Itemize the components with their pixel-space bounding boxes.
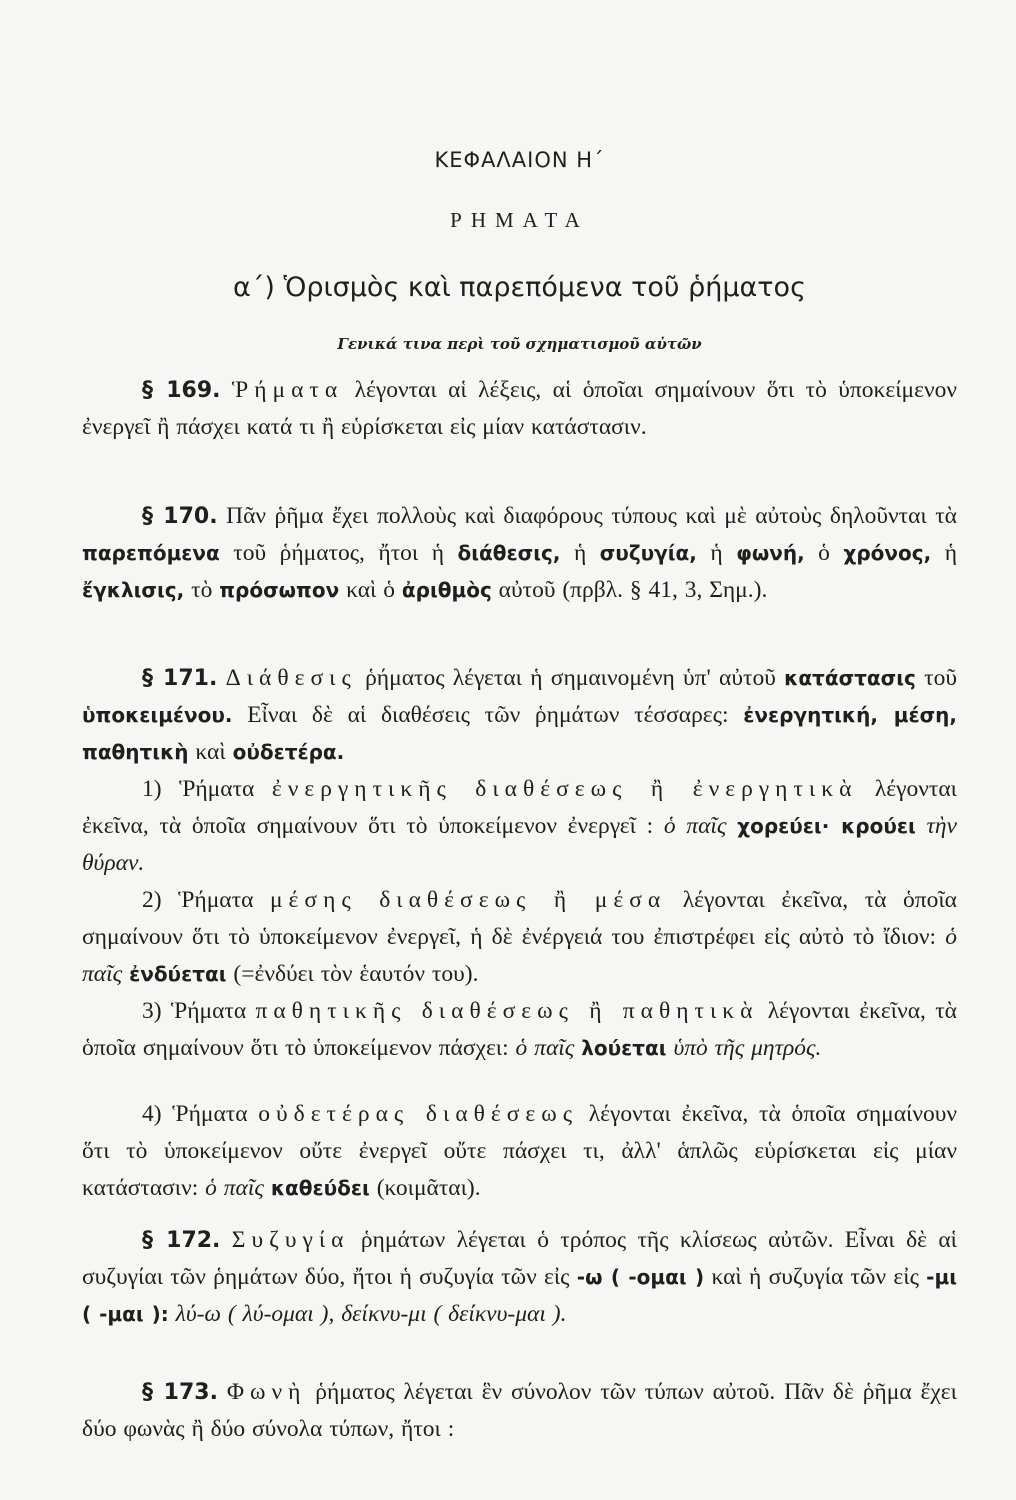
term: Ῥήματα: [231, 377, 344, 403]
term: παρεπόμενα: [82, 541, 220, 565]
text: λέγονται ἐκεῖνα, τὰ ὁποῖα σημαίνουν ὅτι τὸ ὑποκείμενον ἐνεργεῖ, ἡ δὲ ἐνέργειά του ἐπιστρέφει εἰς αὐτὸ τὸ ἴδιον:: [82, 887, 957, 950]
term: -ω ( -ομαι ): [576, 1265, 705, 1289]
text: ῥημάτων λέγεται ὁ τρόπος τῆς κλίσεως αὐτῶν. Εἶναι δὲ αἱ συζυγίαι τῶν ῥημάτων δύο, ἤτοι ἡ συζυγία τῶν εἰς: [82, 1227, 958, 1290]
text: (κοιμᾶται).: [369, 1175, 481, 1201]
text: τοῦ: [915, 665, 957, 691]
list-item-middle: [82, 882, 957, 993]
term: ἐνεργητικῆς διαθέσεως ἢ ἐνεργητικὰ: [271, 776, 858, 802]
term: διάθεσις,: [457, 541, 561, 565]
paragraph-172: [82, 1222, 957, 1333]
term: οὐδετέρα.: [232, 740, 345, 764]
section-number: § 169.: [142, 378, 221, 403]
section-number: § 173.: [142, 1380, 218, 1405]
section-number: § 171.: [142, 666, 218, 691]
text: Πᾶν ῥῆμα ἔχει πολλοὺς καὶ διαφόρους τύπους καὶ μὲ αὐτοὺς δηλοῦνται τὰ: [217, 503, 957, 529]
text: ὁ: [804, 540, 844, 566]
text: λέγονται ἐκεῖνα, τὰ ὁποῖα σημαίνουν ὅτι τὸ ὑποκείμενον πάσχει:: [82, 998, 957, 1061]
paragraph-170: [82, 498, 957, 609]
term: πρόσωπον: [219, 578, 340, 602]
text: καὶ ἡ συζυγία τῶν εἰς: [704, 1264, 927, 1290]
example: ὁ παῖς: [663, 813, 738, 839]
term: Διάθεσις: [225, 665, 357, 691]
text: αὐτοῦ (πρβλ. § 41, 3, Σημ.).: [491, 577, 768, 603]
paragraph-text: λέγονται αἱ λέξεις, αἱ ὁποῖαι σημαίνουν ὅτι τὸ ὑποκείμενον ἐνεργεῖ ἢ πάσχει κατά τι ἢ εὑρίσκεται εἰς μίαν κατάστασιν.: [82, 377, 957, 440]
item-lead: 1) Ῥήματα: [142, 776, 272, 802]
item-lead: 4) Ῥήματα: [142, 1101, 259, 1127]
term: Φωνὴ: [226, 1379, 307, 1405]
term: συζυγία,: [599, 541, 697, 565]
paragraph-text: ῥήματος λέγεται ἓν σύνολον τῶν τύπων αὐτοῦ. Πᾶν δὲ ῥῆμα ἔχει δύο φωνὰς ἢ δύο σύνολα τύπων, ἤτοι :: [82, 1379, 957, 1442]
text: λέγονται ἐκεῖνα, τὰ ὁποῖα σημαίνουν ὅτι τὸ ὑποκείμενον ἐνεργεῖ :: [82, 776, 958, 839]
text: καὶ ὁ: [339, 577, 402, 603]
text: Εἶναι δὲ αἱ διαθέσεις τῶν ῥημάτων τέσσαρες:: [232, 702, 744, 728]
text: τοῦ ῥήματος, ἤτοι ἡ: [219, 540, 458, 566]
text: ἡ: [560, 540, 600, 566]
example: ὁ παῖς: [82, 924, 957, 987]
term: παθητικῆς διαθέσεως ἢ παθητικὰ: [255, 998, 759, 1024]
text: καὶ: [188, 739, 233, 765]
text: ἡ: [931, 540, 957, 566]
section-number: § 170.: [142, 504, 218, 529]
example-verb: ἐνδύεται: [129, 962, 227, 986]
example-verb: χορεύει· κρούει: [737, 814, 916, 838]
term: οὐδετέρας διαθέσεως: [258, 1101, 579, 1127]
item-lead: 2) Ῥήματα: [142, 887, 270, 913]
paragraph-169: [82, 372, 957, 446]
term: ἀριθμὸς: [401, 578, 492, 602]
example: ὁ παῖς: [515, 1035, 582, 1061]
term: -μι ( -μαι ):: [82, 1265, 957, 1326]
term: ἐνεργητική, μέση, παθητικὴ: [82, 703, 957, 764]
example: λύ-ω ( λύ-ομαι ), δείκνυ-μι ( δείκνυ-μαι ).: [168, 1301, 567, 1327]
term: ἔγκλισις,: [82, 578, 185, 602]
section-heading: α΄) Ὁρισμὸς καὶ παρεπόμενα τοῦ ῥήματος: [233, 272, 806, 303]
chapter-heading: ΚΕΦΑΛΑΙΟΝ Η΄: [434, 148, 605, 172]
term: μέσης διαθέσεως ἢ μέσα: [269, 887, 667, 913]
paragraph-173: [82, 1374, 957, 1448]
example: ὁ παῖς: [205, 1175, 271, 1201]
section-number: § 172.: [142, 1228, 221, 1253]
item-lead: 3) Ῥήματα: [142, 998, 256, 1024]
text: ἡ: [696, 540, 737, 566]
list-item-neuter: [82, 1096, 957, 1207]
term: φωνή,: [736, 541, 805, 565]
example-verb: καθεύδει: [270, 1176, 370, 1200]
text: λέγονται ἐκεῖνα, τὰ ὁποῖα σημαίνουν ὅτι τὸ ὑποκείμενον οὔτε ἐνεργεῖ οὔτε πάσχει τι, ἀλλ' ἁπλῶς εὑρίσκεται εἰς μίαν κατάστασιν:: [82, 1101, 957, 1201]
text: (=ἐνδύει τὸν ἑαυτόν του).: [226, 961, 479, 987]
chapter-title: ΡΗΜΑΤΑ: [450, 208, 589, 232]
example: τὴν θύραν.: [82, 813, 957, 876]
list-item-passive: [82, 993, 957, 1067]
term: ὑποκειμένου.: [82, 703, 233, 727]
text: ῥήματος λέγεται ἡ σημαινομένη ὑπ' αὐτοῦ: [356, 665, 785, 691]
section-subtitle: Γενικά τινα περὶ τοῦ σχηματισμοῦ αὐτῶν: [337, 335, 702, 353]
paragraph-171: [82, 660, 957, 771]
term: Συζυγία: [231, 1227, 350, 1253]
list-item-active: [82, 771, 957, 882]
example-verb: λούεται: [581, 1036, 667, 1060]
term: χρόνος,: [843, 541, 932, 565]
example: ὑπὸ τῆς μητρός.: [666, 1035, 822, 1061]
term: κατάστασις: [784, 666, 916, 690]
text: τὸ: [184, 577, 220, 603]
